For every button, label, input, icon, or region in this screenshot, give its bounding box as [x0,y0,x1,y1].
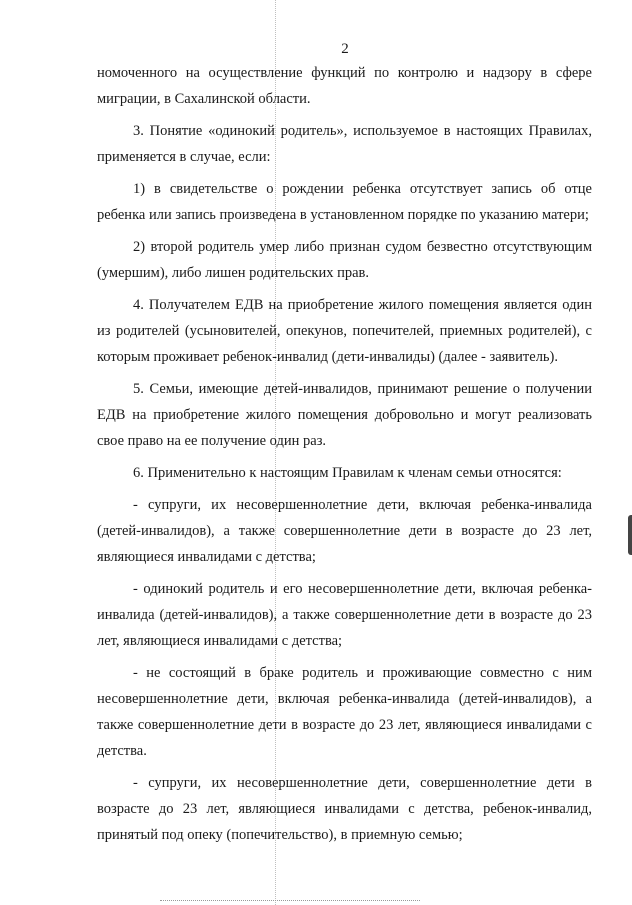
paragraph-subitem-1: 1) в свидетельстве о рождении ребенка отсутствует запись об отце ребенка или запись произведена в установленном порядке по указанию матери; [97,181,592,223]
scan-bottom-line [160,900,420,901]
document-body [97,60,592,854]
paragraph-dash-item-1: - супруги, их несовершеннолетние дети, включая ребенка-инвалида (детей-инвалидов), а также совершеннолетние дети в возрасте до 23 лет, являющиеся инвалидами с детства; [97,497,592,565]
paragraph-item-5: 5. Семьи, имеющие детей-инвалидов, принимают решение о получении ЕДВ на приобретение жилого помещения добровольно и могут реализовать свое право на ее получение один раз. [97,381,592,449]
paragraph-dash-item-3: - не состоящий в браке родитель и проживающие совместно с ним несовершеннолетние дети, включая ребенка-инвалида (детей-инвалидов), а также совершеннолетние дети в возрасте до 23 лет, являющиеся инвалидами с детства. [97,665,592,759]
paragraph-continuation: номоченного на осуществление функций по контролю и надзору в сфере миграции, в Сахалинской области. [97,65,592,107]
scan-edge-mark [628,515,632,555]
paragraph-item-4: 4. Получателем ЕДВ на приобретение жилого помещения является один из родителей (усыновителей, опекунов, попечителей, приемных родителей), с которым проживает ребенок-инвалид (дети-инвалиды) (далее - заявитель). [97,297,592,365]
paragraph-subitem-2: 2) второй родитель умер либо признан судом безвестно отсутствующим (умершим), либо лишен родительских прав. [97,239,592,281]
paragraph-dash-item-4: - супруги, их несовершеннолетние дети, совершеннолетние дети в возрасте до 23 лет, являющиеся инвалидами с детства, ребенок-инвалид, принятый под опеку (попечительство), в приемную семью; [97,775,592,843]
paragraph-item-3: 3. Понятие «одинокий родитель», используемое в настоящих Правилах, применяется в случае, если: [97,123,592,165]
paragraph-dash-item-2: - одинокий родитель и его несовершеннолетние дети, включая ребенка-инвалида (детей-инвалидов), а также совершеннолетние дети в возрасте до 23 лет, являющиеся инвалидами с детства; [97,581,592,649]
paragraph-item-6: 6. Применительно к настоящим Правилам к членам семьи относятся: [133,465,562,481]
page-number: 2 [341,41,349,57]
